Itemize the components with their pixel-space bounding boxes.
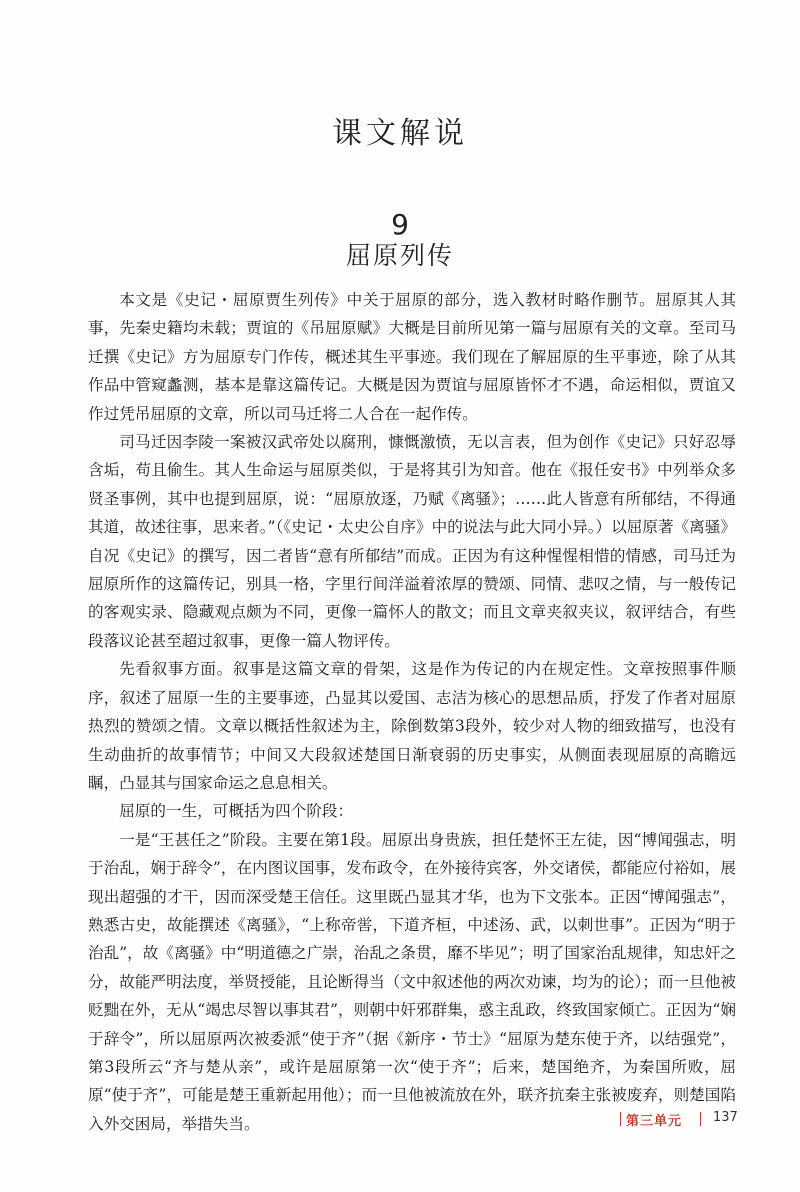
paragraph-3: 先看叙事方面。叙事是这篇文章的骨架，这是作为传记的内在规定性。文章按照事件顺序，叙述了屈原一生的主要事迹，凸显其以爱国、志洁为核心的思想品质，抒发了作者对屈原热烈的赞颂之情。文章以概括性叙述为主，除倒数第3段外，较少对人物的细致描写，也没有生动曲折的故事情节；中间又大段叙述楚国日渐衰弱的历史事实，从侧面表现屈原的高瞻远瞩，凸显其与国家命运之息息相关。: [88, 660, 736, 792]
paragraph-2: 司马迁因李陵一案被汉武帝处以腐刑，慷慨激愤，无以言表，但为创作《史记》只好忍辱含垢，苟且偷生。其人生命运与屈原类似，于是将其引为知音。他在《报任安书》中列举众多贤圣事例，其中也提到屈原，说：“屈原放逐，乃赋《离骚》；……此人皆意有所郁结，不得通其道，故述往事，思来者。”（《史记・太史公自序》中的说法与此大同小异。）以屈原著《离骚》自况《史记》的撰写，因二者皆“意有所郁结”而成。正因为有这种惺惺相惜的情感，司马迁为屈原所作的这篇传记，别具一格，字里行间洋溢着浓厚的赞颂、同情、悲叹之情，与一般传记的客观实录、隐藏观点颇为不同，更像一篇怀人的散文；而且文章夹叙夹议，叙评结合，有些段落议论甚至超过叙事，更像一篇人物评传。: [88, 433, 736, 650]
body-text: [88, 286, 736, 1138]
paragraph-5: 一是“王甚任之”阶段。主要在第1段。屈原出身贵族，担任楚怀王左徒，因“博闻强志，明于治乱，娴于辞令”，在内图议国事，发布政令，在外接待宾客，外交诸侯，都能应付裕如，展现出超强的才干，因而深受楚王信任。这里既凸显其才华，也为下文张本。正因“博闻强志”，熟悉古史，故能撰述《离骚》，“上称帝喾，下道齐桓，中述汤、武，以刺世事”。正因为“明于治乱”，故《离骚》中“明道德之广崇，治乱之条贯，靡不毕见”；明了国家治乱规律，知忠奸之分，故能严明法度，举贤授能，且论断得当（文中叙述他的两次劝谏，均为的论）；而一旦他被贬黜在外，无从“竭忠尽智以事其君”，则朝中奸邪群集，惑主乱政，终致国家倾亡。正因为“娴于辞令”，所以屈原两次被委派“使于齐”（据《新序・节士》“屈原为楚东使于齐，以结强党”，第3段所云“齐与楚从亲”，或许是屈原第一次“使于齐”；后来，楚国绝齐，为秦国所败，屈原“使于齐”，可能是楚王重新起用他）；而一旦他被流放在外，联齐抗秦主张被废弃，则楚国陷入外交困局，举措失当。: [88, 830, 736, 1133]
footer-divider-left: [620, 1112, 621, 1126]
page-number: 137: [713, 1110, 738, 1125]
chapter-title: 屈原列传: [345, 241, 454, 270]
section-title: 课文解说: [332, 116, 468, 151]
paragraph-1: 本文是《史记・屈原贾生列传》中关于屈原的部分，选入教材时略作删节。屈原其人其事，先秦史籍均未载；贾谊的《吊屈原赋》大概是目前所见第一篇与屈原有关的文章。至司马迁撰《史记》方为屈原专门作传，概述其生平事迹。我们现在了解屈原的生平事迹，除了从其作品中管窥蠡测，基本是靠这篇传记。大概是因为贾谊与屈原皆怀才不遇，命运相似，贾谊又作过凭吊屈原的文章，所以司马迁将二人合在一起作传。: [88, 291, 736, 423]
chapter-number: 9: [391, 208, 409, 241]
unit-label: 第三单元: [626, 1114, 683, 1129]
footer-divider-right: [700, 1112, 701, 1126]
paragraph-4: 屈原的一生，可概括为四个阶段：: [119, 802, 354, 821]
page-footer: [600, 1110, 740, 1130]
